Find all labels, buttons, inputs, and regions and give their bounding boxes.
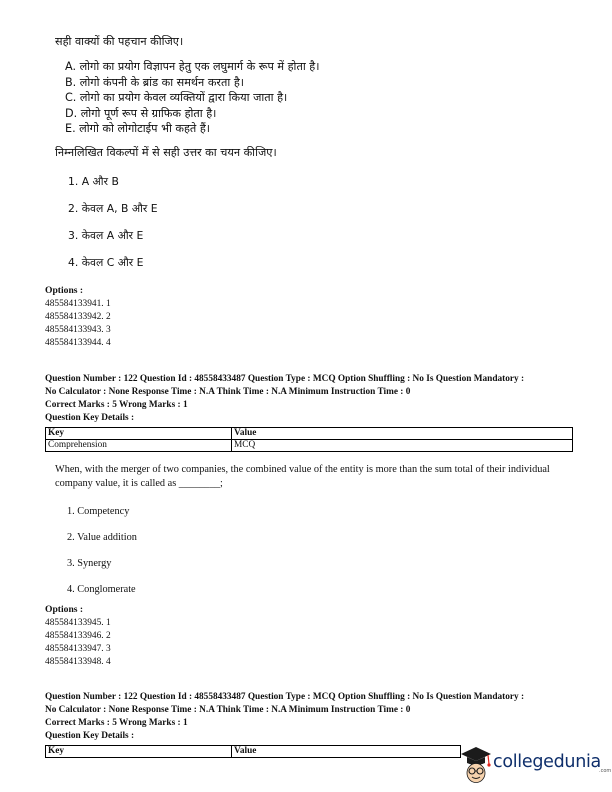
question-meta-1 xyxy=(45,373,575,424)
choice-item: 3. Synergy xyxy=(67,558,112,569)
choice-list xyxy=(67,505,575,609)
meta-line: No Calculator : None Response Time : N.A Think Time : N.A Minimum Instruction Time : 0 xyxy=(45,386,411,397)
key-value-table-2 xyxy=(45,745,461,758)
brand-suffix: .com xyxy=(599,768,612,774)
table-header-row xyxy=(46,746,461,758)
options-block-1 xyxy=(45,285,575,350)
statement-item: B. लोगो कंपनी के ब्रांड का समर्थन करता है। xyxy=(65,75,244,89)
option-id: 485584133946. 2 xyxy=(45,630,111,641)
question-2 xyxy=(55,463,575,609)
option-id: 485584133942. 2 xyxy=(45,311,111,322)
collegedunia-watermark xyxy=(458,742,610,786)
options-label: Options : xyxy=(45,604,84,615)
choice-item: 3. केवल A और E xyxy=(68,228,144,242)
meta-line: Question Number : 122 Question Id : 48558433487 Question Type : MCQ Option Shuffling : No Is Question Mandatory : xyxy=(45,374,525,384)
table-row xyxy=(46,440,573,452)
question-1-prompt: सही वाक्यों की पहचान कीजिए। xyxy=(55,35,184,48)
question-1-instruction: निम्नलिखित विकल्पों में से सही उत्तर का चयन कीजिए। xyxy=(55,145,277,159)
statement-item: C. लोगो का प्रयोग केवल व्यक्तियों द्वारा किया जाता है। xyxy=(65,91,288,104)
question-2-text: When, with the merger of two companies, the combined value of the entity is more than the sum total of their individual company value, it is called as ________; xyxy=(55,464,550,489)
statement-list xyxy=(65,59,575,137)
choice-list xyxy=(68,174,575,282)
option-id: 485584133941. 1 xyxy=(45,298,111,309)
table-header-row xyxy=(46,428,573,440)
marks-line: Correct Marks : 5 Wrong Marks : 1 xyxy=(45,400,188,410)
table-header-key: Key xyxy=(46,746,232,758)
choice-item: 4. Conglomerate xyxy=(67,584,136,595)
brand-name: collegedunia xyxy=(493,752,601,772)
option-id: 485584133945. 1 xyxy=(45,617,111,628)
options-label: Options : xyxy=(45,285,84,296)
option-id: 485584133944. 4 xyxy=(45,338,111,349)
option-id: 485584133943. 3 xyxy=(45,325,111,335)
choice-item: 1. Competency xyxy=(67,506,130,517)
table-header-key: Key xyxy=(46,428,232,440)
key-details-label: Question Key Details : xyxy=(45,730,135,741)
choice-item: 2. Value addition xyxy=(67,532,137,543)
meta-line: Question Number : 122 Question Id : 48558433487 Question Type : MCQ Option Shuffling : No Is Question Mandatory : xyxy=(45,692,525,702)
statement-item: A. लोगो का प्रयोग विज्ञापन हेतु एक लघुमार्ग के रूप में होता है। xyxy=(65,60,320,73)
graduate-mascot-icon xyxy=(458,742,494,786)
option-id: 485584133947. 3 xyxy=(45,644,111,654)
table-header-value: Value xyxy=(232,428,573,440)
marks-line: Correct Marks : 5 Wrong Marks : 1 xyxy=(45,718,188,728)
key-details-label: Question Key Details : xyxy=(45,412,135,423)
table-cell-key: Comprehension xyxy=(46,440,232,452)
option-id: 485584133948. 4 xyxy=(45,657,111,668)
choice-item: 2. केवल A, B और E xyxy=(68,201,158,215)
question-meta-2 xyxy=(45,691,575,742)
statement-item: D. लोगो पूर्ण रूप से ग्राफिक होता है। xyxy=(65,106,217,120)
question-1 xyxy=(55,34,575,282)
table-cell-value: MCQ xyxy=(232,440,573,452)
table-header-value: Value xyxy=(232,746,461,758)
options-block-2 xyxy=(45,604,575,669)
choice-item: 4. केवल C और E xyxy=(68,255,144,269)
meta-line: No Calculator : None Response Time : N.A Think Time : N.A Minimum Instruction Time : 0 xyxy=(45,704,411,715)
statement-item: E. लोगो को लोगोटाईप भी कहते हैं। xyxy=(65,122,211,135)
key-value-table-1 xyxy=(45,427,573,452)
choice-item: 1. A और B xyxy=(68,174,119,188)
